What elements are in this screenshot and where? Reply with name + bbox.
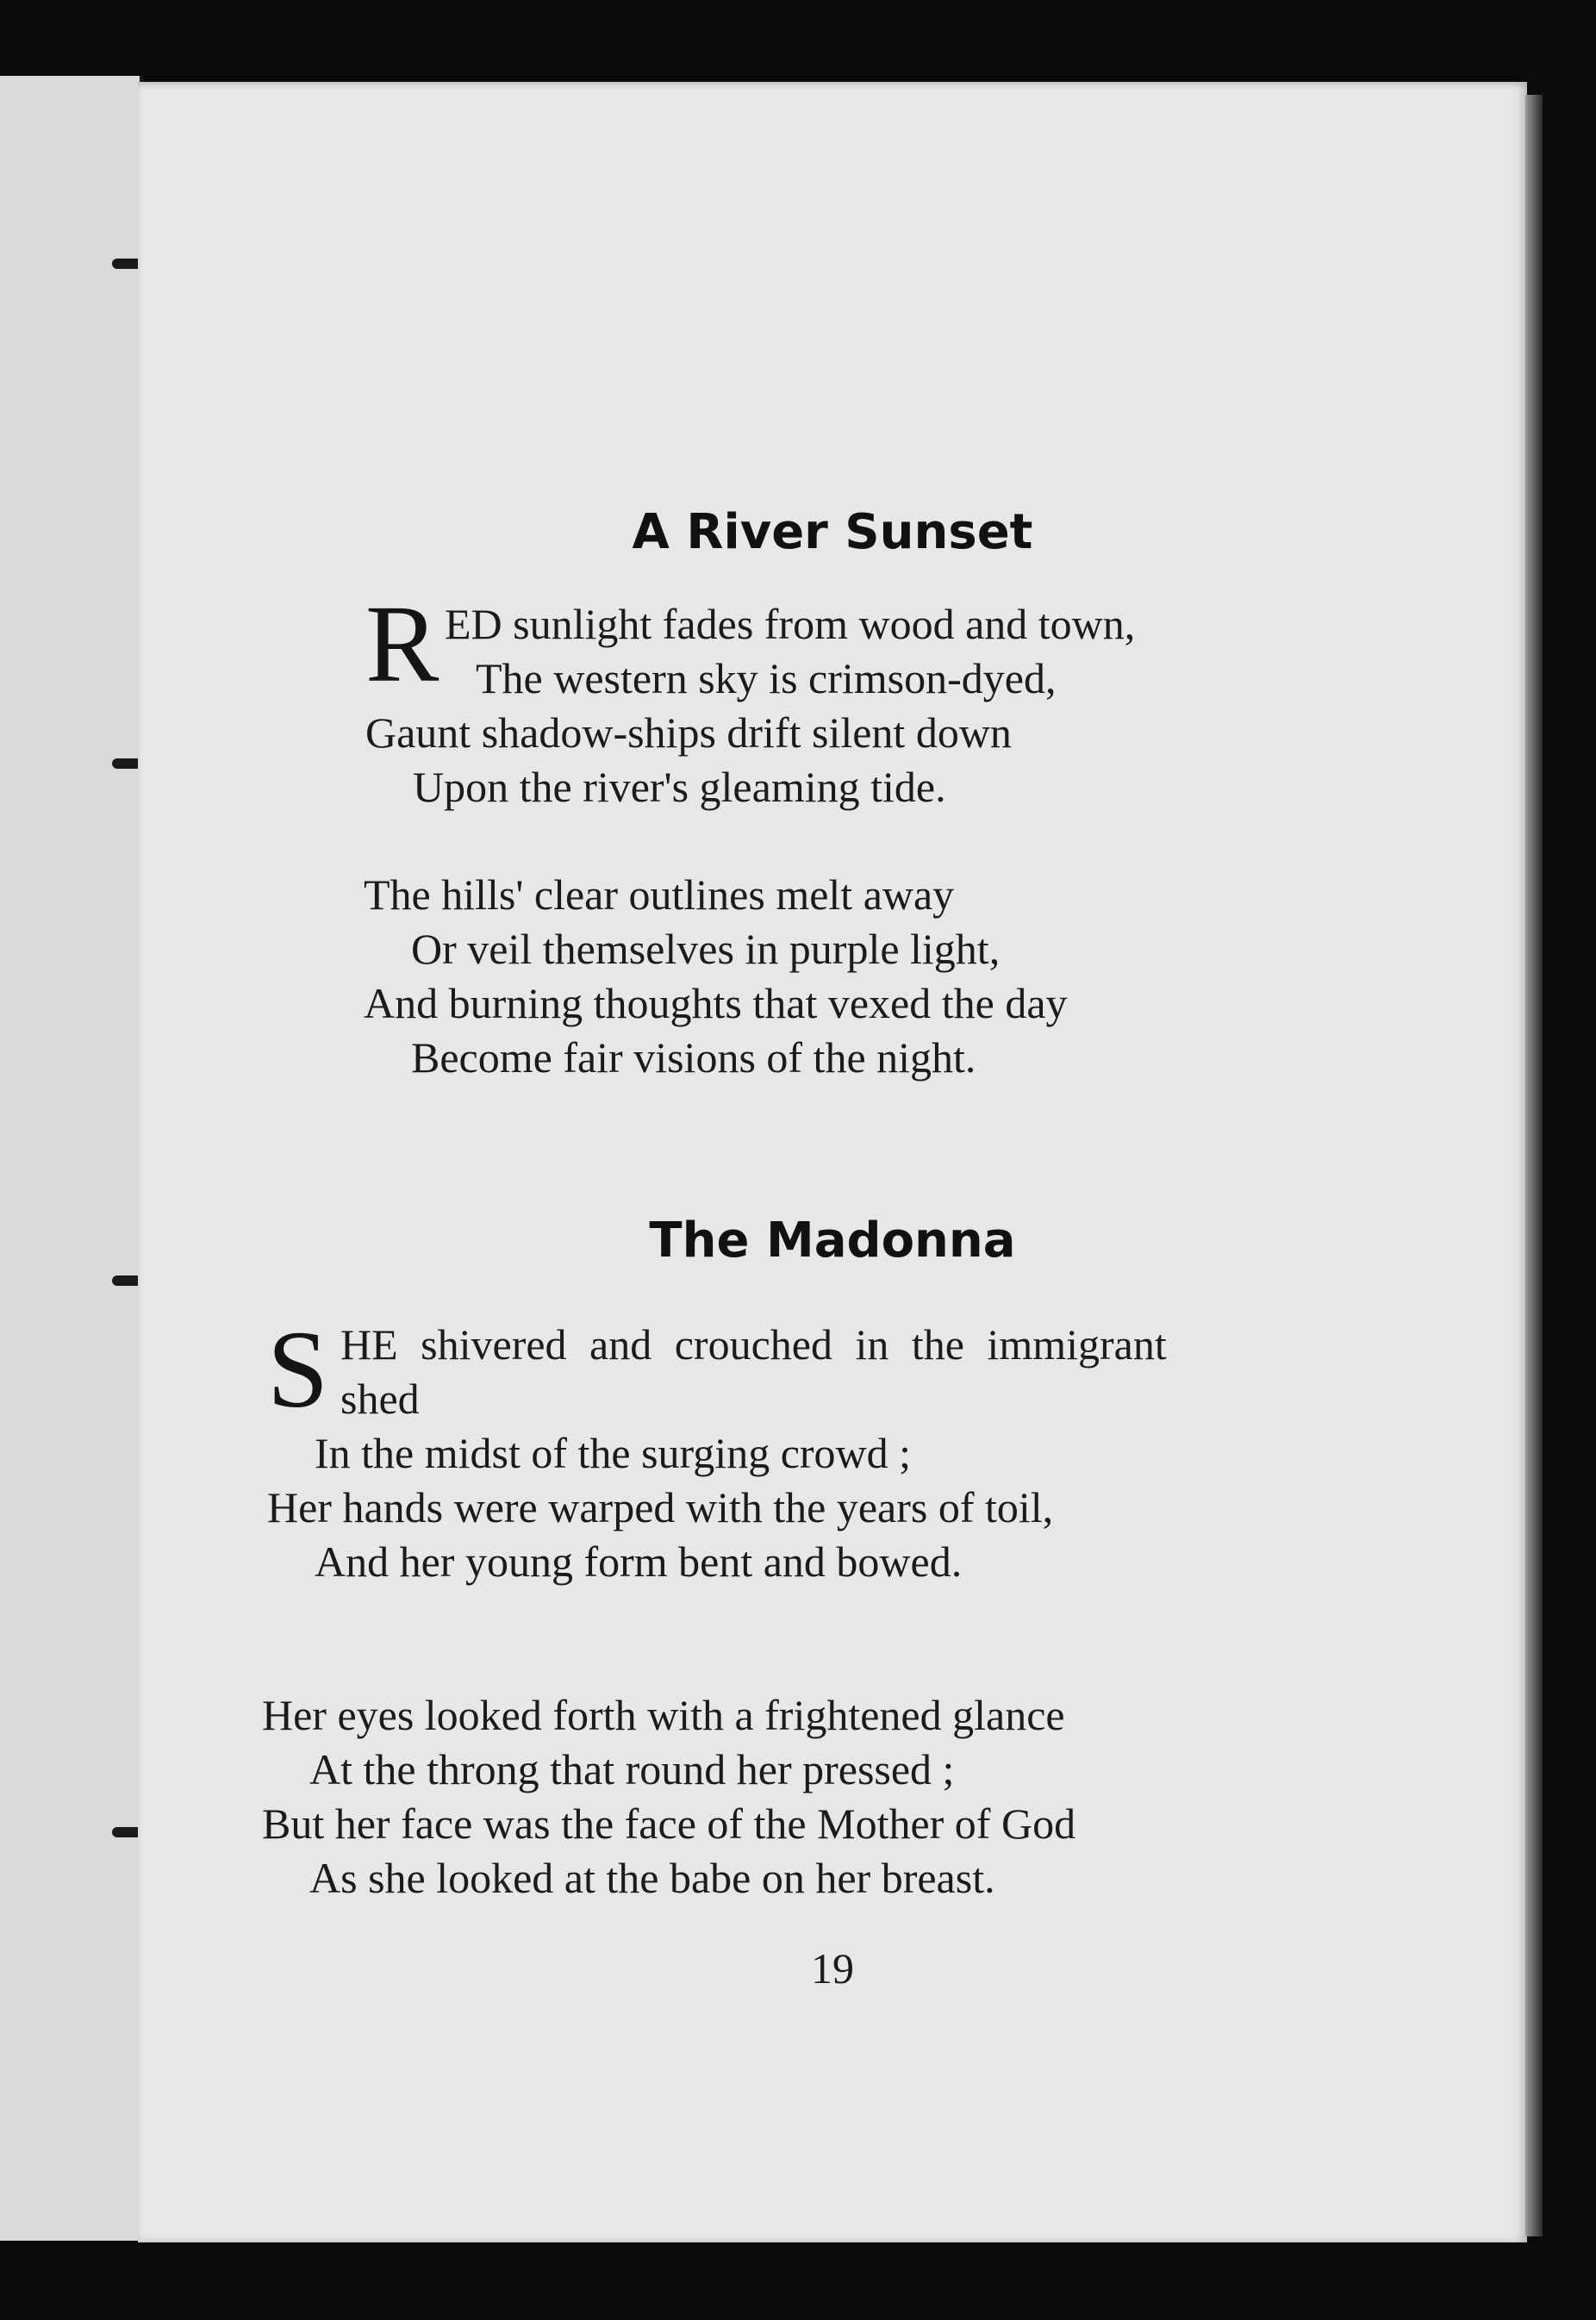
stanza [365,583,1136,814]
poem-line: At the throng that round her pressed ; [309,1745,955,1793]
poem-line-text: ED sunlight fades from wood and town, [445,600,1136,648]
poem-line: Become fair visions of the night. [411,1033,976,1082]
poem-line: shed [340,1375,420,1423]
stanza [267,1308,1167,1589]
poem-line: And burning thoughts that vexed the day [364,979,1068,1027]
poem-line: In the midst of the surging crowd ; [315,1429,912,1477]
stanza [262,1688,1075,1905]
poem-line: The western sky is crimson-dyed, [476,654,1057,702]
poem-line: Upon the river's gleaming tide. [413,763,946,811]
poem-line: But her face was the face of the Mother of God [262,1799,1076,1848]
book-page [138,82,1527,2242]
drop-cap: R [365,583,440,705]
drop-cap: S [267,1308,329,1431]
poem-line: Or veil themselves in purple light, [411,925,1001,973]
poem-title: A River Sunset [632,504,1033,560]
stanza [364,868,1068,1085]
poem-title: The Madonna [649,1213,1016,1269]
poem-line: As she looked at the babe on her breast. [309,1854,995,1902]
poem-line: Her hands were warped with the years of toil, [267,1483,1054,1531]
page-number: 19 [811,1944,854,1993]
facing-page-edge [0,76,143,2241]
poem-line: And her young form bent and bowed. [315,1537,963,1586]
poem-line-text: HE shivered and crouched in the immigrant [340,1320,1167,1369]
poem-line: The hills' clear outlines melt away [364,870,955,919]
poem-line: Her eyes looked forth with a frightened glance [262,1691,1065,1739]
poem-line: Gaunt shadow-ships drift silent down [365,708,1012,757]
page-fore-edge [1525,95,1543,2236]
